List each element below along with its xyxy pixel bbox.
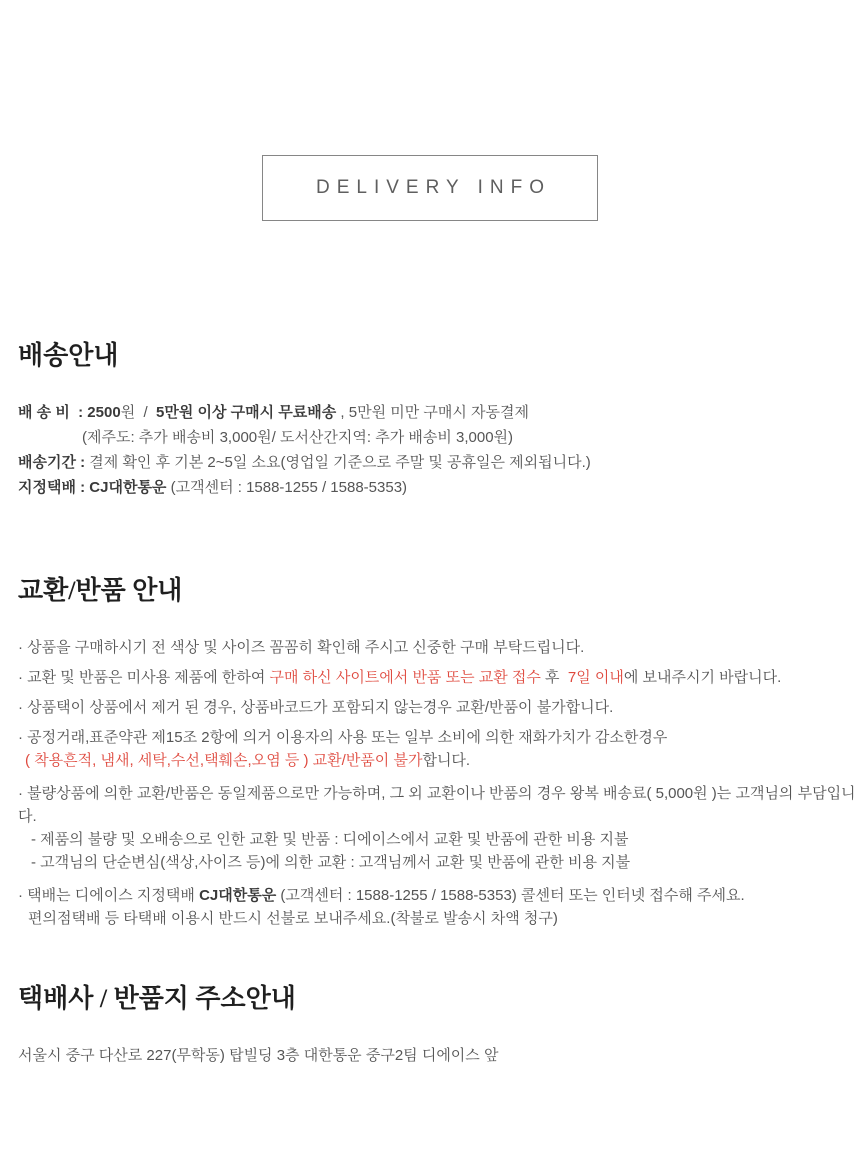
exchange-section-body (0, 636, 860, 930)
delivery-info-banner (262, 155, 598, 221)
shipping-period-line: 배송기간 : 결제 확인 후 기본 2~5일 소요(영업일 기준으로 주말 및 공휴일은 제외됩니다.) (18, 454, 591, 471)
courier-section-title: 택배사 / 반품지 주소안내 (18, 984, 296, 1013)
exchange-bullet-check-before-buy: · 상품을 구매하시기 전 색상 및 사이즈 꼼꼼히 확인해 주시고 신중한 구매 부탁드립니다. (18, 639, 585, 656)
exchange-bullet-unused-7days: · 교환 및 반품은 미사용 제품에 한하여 구매 하신 사이트에서 반품 또는 교환 접수 후 7일 이내에 보내주시기 바랍니다. (18, 669, 782, 686)
section-courier-address (0, 986, 860, 1067)
courier-section-body (0, 1044, 860, 1067)
exchange-bullet-courier-info: · 택배는 디에이스 지정택배 CJ대한통운 (고객센터 : 1588-1255 / 1588-5353) 콜센터 또는 인터넷 접수해 주세요. (18, 887, 745, 904)
section-exchange-return (0, 578, 860, 930)
exchange-sub-defective-cost: - 제품의 불량 및 오배송으로 인한 교환 및 반품 : 디에이스에서 교환 및 반품에 관한 비용 지불 (31, 831, 629, 848)
exchange-sub-prepaid-notice: 편의점택배 등 타택배 이용시 반드시 선불로 보내주세요.(착불로 발송시 차액 청구) (28, 910, 558, 927)
exchange-sub-change-of-mind-cost: - 고객님의 단순변심(색상,사이즈 등)에 의한 교환 : 고객님께서 교환 및 반품에 관한 비용 지불 (31, 854, 631, 871)
exchange-section-title: 교환/반품 안내 (18, 576, 183, 605)
exchange-bullet-defective: · 불량상품에 의한 교환/반품은 동일제품으로만 가능하며, 그 외 교환이나 반품의 경우 왕복 배송료( 5,000원 )는 고객님의 부담입니다. (18, 785, 856, 825)
shipping-fee-line: 배 송 비 : 2500원 / 5만원 이상 구매시 무료배송 , 5만원 미만 구매시 자동결제 (18, 404, 530, 421)
exchange-bullet-fair-trade: · 공정거래,표준약관 제15조 2항에 의거 이용자의 사용 또는 일부 소비에 의한 재화가치가 감소한경우 (18, 729, 668, 746)
designated-courier-line: 지정택배 : CJ대한통운 (고객센터 : 1588-1255 / 1588-5353) (18, 479, 408, 496)
shipping-fee-extra-line: (제주도: 추가 배송비 3,000원/ 도서산간지역: 추가 배송비 3,000원) (82, 429, 514, 446)
exchange-bullet-fair-trade-detail: ( 착용흔적, 냄새, 세탁,수선,택훼손,오염 등 ) 교환/반품이 불가합니다. (25, 752, 471, 769)
shipping-section-title: 배송안내 (18, 341, 119, 370)
shipping-section-body (0, 400, 860, 500)
exchange-bullet-tag-removed: · 상품택이 상품에서 제거 된 경우, 상품바코드가 포함되지 않는경우 교환/반품이 불가합니다. (18, 699, 614, 716)
section-shipping (0, 343, 860, 500)
delivery-info-banner-label: DELIVERY INFO (316, 177, 551, 198)
return-address-line: 서울시 중구 다산로 227(무학동) 탑빌딩 3층 대한통운 중구2팀 디에이스 앞 (18, 1047, 499, 1064)
